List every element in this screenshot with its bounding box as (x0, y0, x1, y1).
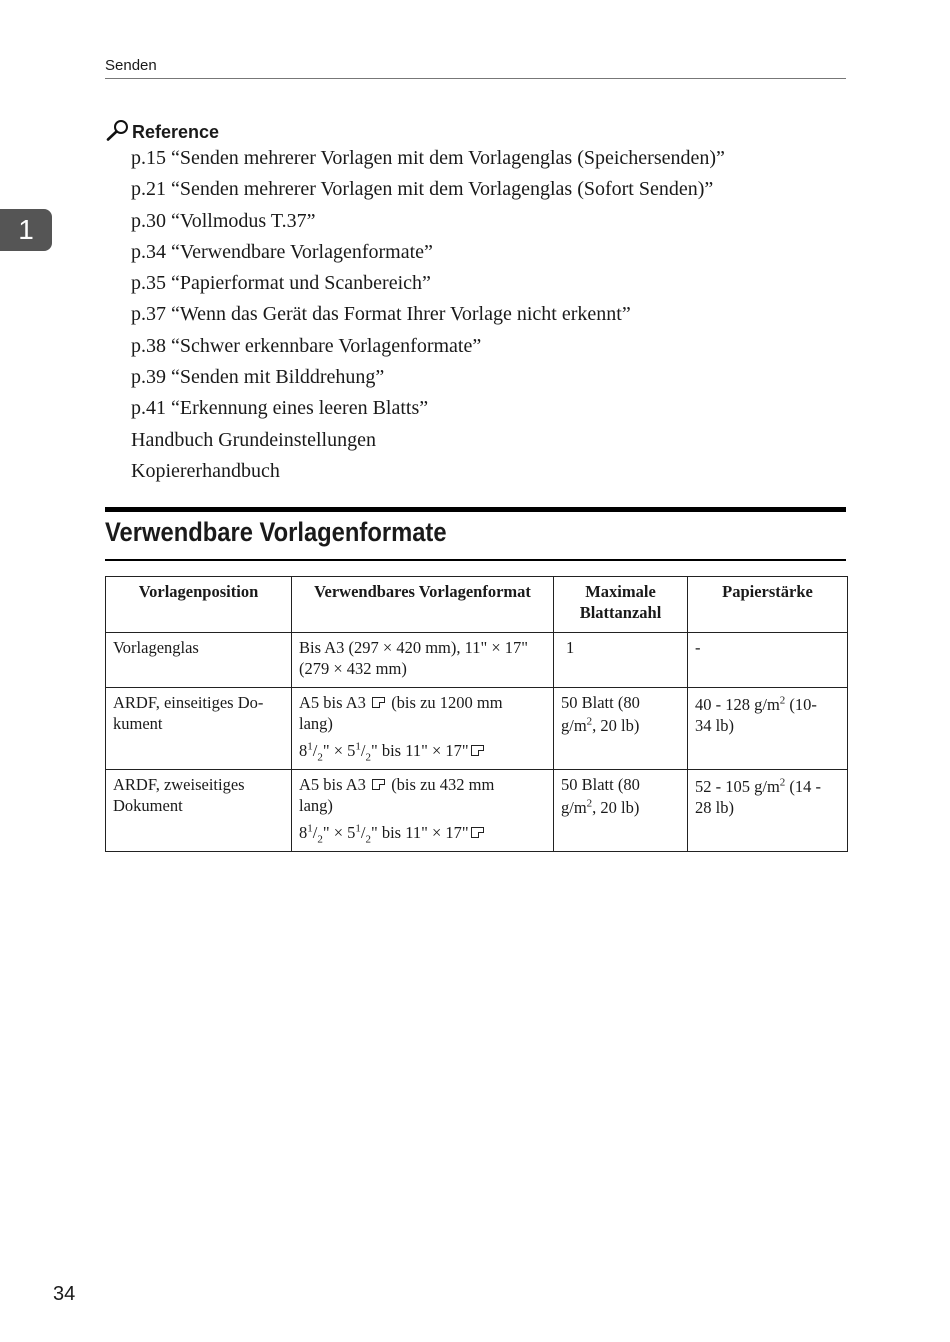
cell-thickness (688, 688, 848, 770)
section-rule-bottom (105, 559, 846, 561)
header-rule (105, 78, 846, 79)
reference-item: p.39 “Senden mit Bilddrehung” (131, 366, 385, 389)
format-text: (bis zu 1200 mm (391, 693, 503, 712)
max-sheets-line: $g/m^2$, 20 lb) (561, 715, 640, 735)
column-header-format: Verwendbares Vorlagenformat (292, 577, 554, 633)
formats-table (105, 576, 848, 852)
max-sheets-line: 50 Blatt (80 (561, 693, 640, 712)
max-sheets-line: $g/m^2$, 20 lb) (561, 797, 640, 817)
running-header: Senden (105, 57, 157, 74)
format-text: (bis zu 432 mm (391, 775, 495, 794)
reference-item: p.35 “Papierformat und Scanbereich” (131, 272, 431, 295)
max-sheets-line: 50 Blatt (80 (561, 775, 640, 794)
cell-thickness (688, 770, 848, 852)
orientation-icon (471, 827, 484, 838)
header-line: Maximale (585, 582, 656, 601)
thickness-line: 28 lb) (695, 798, 734, 817)
column-header-max-sheets (554, 577, 688, 633)
magnifier-icon (106, 119, 130, 141)
section-rule-top (105, 507, 846, 512)
orientation-icon (471, 745, 484, 756)
format-text: A5 bis A3 (299, 775, 366, 794)
column-header-position: Vorlagenposition (106, 577, 292, 633)
orientation-icon (372, 779, 385, 790)
thickness-line: 40 - 128 $g/m^2$ (10- (695, 694, 817, 714)
format-line: (279 × 432 mm) (299, 659, 407, 678)
reference-item: Kopiererhandbuch (131, 459, 280, 482)
cell-max-sheets: 1 (554, 633, 688, 688)
chapter-tab: 1 (0, 209, 52, 251)
format-line: lang) (299, 714, 333, 733)
position-line: ARDF, zweiseitiges (113, 775, 245, 794)
reference-item: p.41 “Erkennung eines leeren Blatts” (131, 397, 429, 420)
position-line: ARDF, einseitiges Do- (113, 693, 264, 712)
section-title: Verwendbare Vorlagenformate (105, 517, 447, 547)
reference-item: p.34 “Verwendbare Vorlagenformate” (131, 240, 433, 263)
format-line (299, 774, 546, 795)
cell-format (292, 770, 554, 852)
page-number: 34 (53, 1283, 76, 1305)
reference-label: Reference (132, 122, 220, 142)
format-line: Bis A3 (297 × 420 mm), 11" × 17" (299, 638, 529, 657)
reference-item: p.15 “Senden mehrerer Vorlagen mit dem Vorlagenglas (Speichersenden)” (131, 147, 725, 169)
table-row (106, 770, 848, 852)
inch-format: $8^1/_2$" × $5^1/_2$" bis 11" × 17" (299, 740, 546, 761)
cell-format (292, 688, 554, 770)
orientation-icon (372, 697, 385, 708)
format-line: lang) (299, 796, 333, 815)
reference-item: p.38 “Schwer erkennbare Vorlagenformate” (131, 334, 482, 357)
cell-max-sheets (554, 688, 688, 770)
column-header-thickness: Papierstärke (688, 577, 848, 633)
format-text: A5 bis A3 (299, 693, 366, 712)
format-line (299, 692, 546, 713)
reference-item: p.21 “Senden mehrerer Vorlagen mit dem Vorlagenglas (Sofort Senden)” (131, 178, 714, 201)
cell-position: Vorlagenglas (106, 633, 292, 688)
table-header-row (106, 577, 848, 633)
thickness-line: 34 lb) (695, 716, 734, 735)
cell-format (292, 633, 554, 688)
reference-list (131, 143, 725, 487)
table-row (106, 633, 848, 688)
position-line: kument (113, 714, 163, 733)
reference-item: p.30 “Vollmodus T.37” (131, 209, 316, 232)
table-row (106, 688, 848, 770)
cell-position (106, 688, 292, 770)
reference-heading (106, 116, 219, 143)
cell-position (106, 770, 292, 852)
header-line: Blattanzahl (579, 603, 662, 622)
position-line: Dokument (113, 796, 183, 815)
reference-item: p.37 “Wenn das Gerät das Format Ihrer Vorlage nicht erkennt” (131, 303, 631, 326)
reference-item: Handbuch Grundeinstellungen (131, 428, 376, 451)
cell-thickness: - (688, 633, 848, 688)
cell-max-sheets (554, 770, 688, 852)
inch-format: $8^1/_2$" × $5^1/_2$" bis 11" × 17" (299, 822, 546, 843)
thickness-line: 52 - 105 $g/m^2$ (14 - (695, 776, 822, 796)
